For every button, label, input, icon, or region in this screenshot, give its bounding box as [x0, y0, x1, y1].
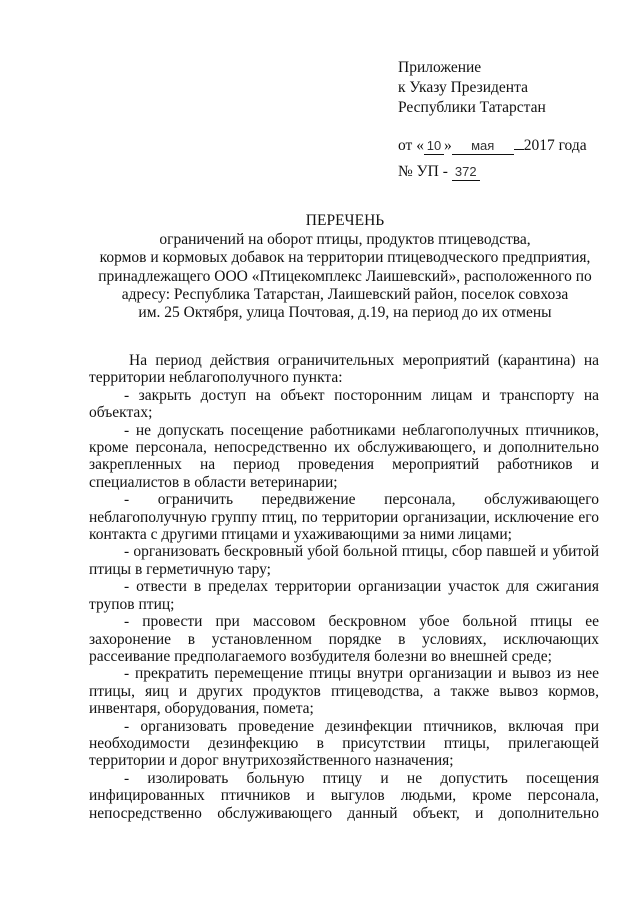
date-mid: »: [443, 137, 452, 154]
appendix-line-2: к Указу Президента: [398, 79, 528, 96]
list-item: - прекратить перемещение птицы внутри организации и вывоз из нее птицы, яиц и других продуктов птицеводства, а также вывоз кормов, инвентаря, оборудования, помета;: [89, 665, 599, 718]
title-heading: ПЕРЕЧЕНЬ: [305, 212, 385, 229]
title-line: им. 25 Октября, улица Почтовая, д.19, на период до их отмены: [138, 304, 552, 322]
list-item: - не допускать посещение работниками неблагополучных птичников, кроме персонала, непосредственно их обслуживающего, и дополнительно закрепленных на период проведения мероприятий работников и специалистов в области ветеринарии;: [89, 421, 599, 491]
list-item: - изолировать больную птицу и не допустить посещения инфицированных птичников и выгулов людьми, кроме персонала, непосредственно обслуживающего данный объект, и дополнительно: [89, 769, 599, 822]
appendix-line-1: Приложение: [398, 59, 482, 76]
list-item: - провести при массовом бескровном убое больной птицы ее захоронение в установленном порядке в условиях, исключающих рассеивание предполагаемого возбудителя болезни во внешней среде;: [89, 613, 599, 665]
title-line: кормов и кормовых добавок на территории птицеводческого предприятия,: [99, 249, 591, 267]
title-line: ограничений на оборот птицы, продуктов птицеводства,: [159, 231, 531, 249]
list-item: - ограничить передвижение персонала, обслуживающего неблагополучную группу птиц, по территории организации, исключение его контакта с другими птицами и ухаживающими за ними лицами;: [89, 491, 599, 544]
intro-paragraph: На период действия ограничительных мероприятий (карантина) на территории неблагополучного пункта:: [89, 352, 599, 387]
date-year: 2017 года: [523, 137, 587, 154]
list-item: - отвести в пределах территории организации участок для сжигания трупов птиц;: [89, 578, 599, 613]
appendix-spacer: [398, 118, 587, 136]
appendix-block: [398, 58, 587, 182]
document-body: [89, 352, 599, 822]
list-item: - закрыть доступ на объект посторонним лицам и транспорту на объектах;: [89, 386, 599, 422]
number-value: 372: [452, 164, 480, 181]
title-line: принадлежащего ООО «Птицекомплекс Лаишевский», расположенного по: [98, 267, 592, 285]
document-title: [60, 212, 630, 322]
date-day: 10: [424, 138, 444, 155]
title-line: адресу: Республика Татарстан, Лаишевский район, поселок совхоза: [121, 285, 569, 303]
list-item: - организовать бескровный убой больной птицы, сбор павшей и убитой птицы в герметичную тару;: [89, 543, 599, 578]
date-month: мая: [452, 138, 514, 155]
appendix-date-line: [398, 136, 587, 156]
list-item: - организовать проведение дезинфекции птичников, включая при необходимости дезинфекцию в присутствии птицы, прилегающей территории и дорог внутрихозяйственного назначения;: [89, 717, 599, 770]
date-prefix: от «: [398, 137, 424, 154]
date-underline-gap: [514, 149, 524, 150]
appendix-line-3: Республики Татарстан: [398, 99, 546, 116]
number-prefix: № УП -: [398, 163, 448, 180]
appendix-number-line: [398, 162, 587, 182]
